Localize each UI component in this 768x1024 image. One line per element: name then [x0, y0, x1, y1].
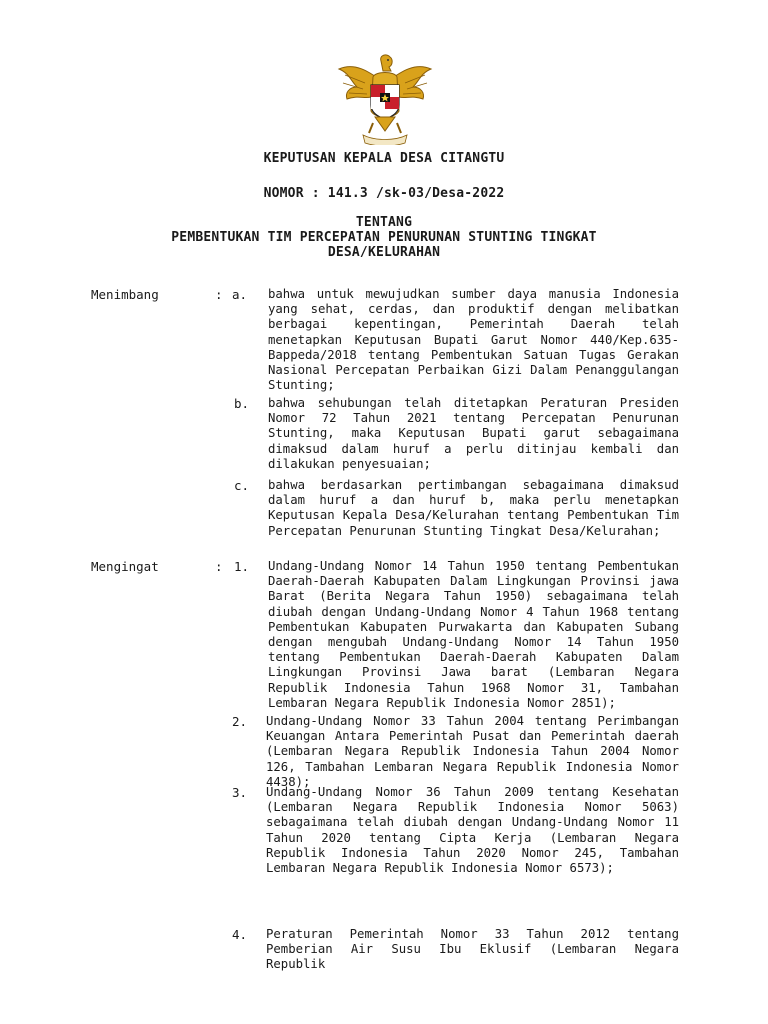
mengingat-marker-1: 1.: [234, 559, 250, 574]
mengingat-item-2: Undang-Undang Nomor 33 Tahun 2004 tentang Perimbangan Keuangan Antara Pemerintah Pusat dan Pemerintah daerah (Lembaran Negara Republik Indonesia Tahun 2004 Nomor 126, Tambahan Lembaran Negara Republik Indonesia Nomor 4438);: [266, 714, 679, 789]
mengingat-marker-2: 2.: [232, 714, 248, 729]
mengingat-colon: :: [215, 559, 223, 574]
menimbang-item-c: bahwa berdasarkan pertimbangan sebagaimana dimaksud dalam huruf a dan huruf b, maka perlu menetapkan Keputusan Kepala Desa/Kelurahan tentang Pembentukan Tim Percepatan Penurunan Stunting Tingkat Desa/Kelurahan;: [268, 478, 679, 538]
mengingat-marker-4: 4.: [232, 927, 248, 942]
mengingat-label: Mengingat: [91, 559, 159, 574]
decree-title: KEPUTUSAN KEPALA DESA CITANGTU: [263, 151, 505, 166]
mengingat-item-4: Peraturan Pemerintah Nomor 33 Tahun 2012 tentang Pemberian Air Susu Ibu Eklusif (Lembaran Negara Republik: [266, 927, 679, 972]
mengingat-item-1: Undang-Undang Nomor 14 Tahun 1950 tentang Pembentukan Daerah-Daerah Kabupaten Dalam Lingkungan Provinsi jawa Barat (Berita Negara Tahun 1950) sebagaimana telah diubah dengan Undang-Undang Nomor 4 Tahun 1968 tentang Pembentukan Kabupaten Purwakarta dan Kabupaten Subang dengan mengubah Undang-Undang Nomor 14 Tahun 1950 tentang Pembentukan Daerah-Daerah Kabupaten Dalam Lingkungan Provinsi Jawa barat (Lembaran Negara Republik Indonesia Tahun 1968 Nomor 31, Tambahan Lembaran Negara Republik Indonesia Nomor 2851);: [268, 559, 679, 710]
menimbang-item-b: bahwa sehubungan telah ditetapkan Peraturan Presiden Nomor 72 Tahun 2021 tentang Percepatan Penurunan Stunting, maka Keputusan Bupati garut sebagaimana dimaksud dalam huruf a perlu ditinjau kembali dan dilakukan penyesuaian;: [268, 396, 679, 471]
menimbang-marker-a: a.: [232, 287, 248, 302]
subject-line-1: PEMBENTUKAN TIM PERCEPATAN PENURUNAN STUNTING TINGKAT: [171, 230, 597, 245]
decree-number: NOMOR : 141.3 /sk-03/Desa-2022: [263, 186, 505, 201]
menimbang-marker-c: c.: [234, 478, 250, 493]
about-label: TENTANG: [355, 215, 413, 230]
menimbang-label: Menimbang: [91, 287, 159, 302]
menimbang-item-a: bahwa untuk mewujudkan sumber daya manusia Indonesia yang sehat, cerdas, dan produktif dengan melibatkan berbagai kepentingan, Pemerintah Daerah telah menetapkan Keputusan Bupati Garut Nomor 440/Kep.635-Bappeda/2018 tentang Pembentukan Satuan Tugas Gerakan Nasional Percepatan Perbaikan Gizi Dalam Penanggulangan Stunting;: [268, 287, 679, 393]
menimbang-marker-b: b.: [234, 396, 250, 411]
subject-line-2: DESA/KELURAHAN: [327, 245, 441, 260]
garuda-pancasila-emblem-icon: [335, 53, 435, 145]
mengingat-item-3: Undang-Undang Nomor 36 Tahun 2009 tentang Kesehatan (Lembaran Negara Republik Indonesia Nomor 5063) sebagaimana telah diubah dengan Undang-Undang Nomor 11 Tahun 2020 tentang Cipta Kerja (Lembaran Negara Republik Indonesia Tahun 2020 Nomor 245, Tambahan Lembaran Negara Republik Indonesia Nomor 6573);: [266, 785, 679, 876]
menimbang-colon: :: [215, 287, 223, 302]
mengingat-marker-3: 3.: [232, 785, 248, 800]
